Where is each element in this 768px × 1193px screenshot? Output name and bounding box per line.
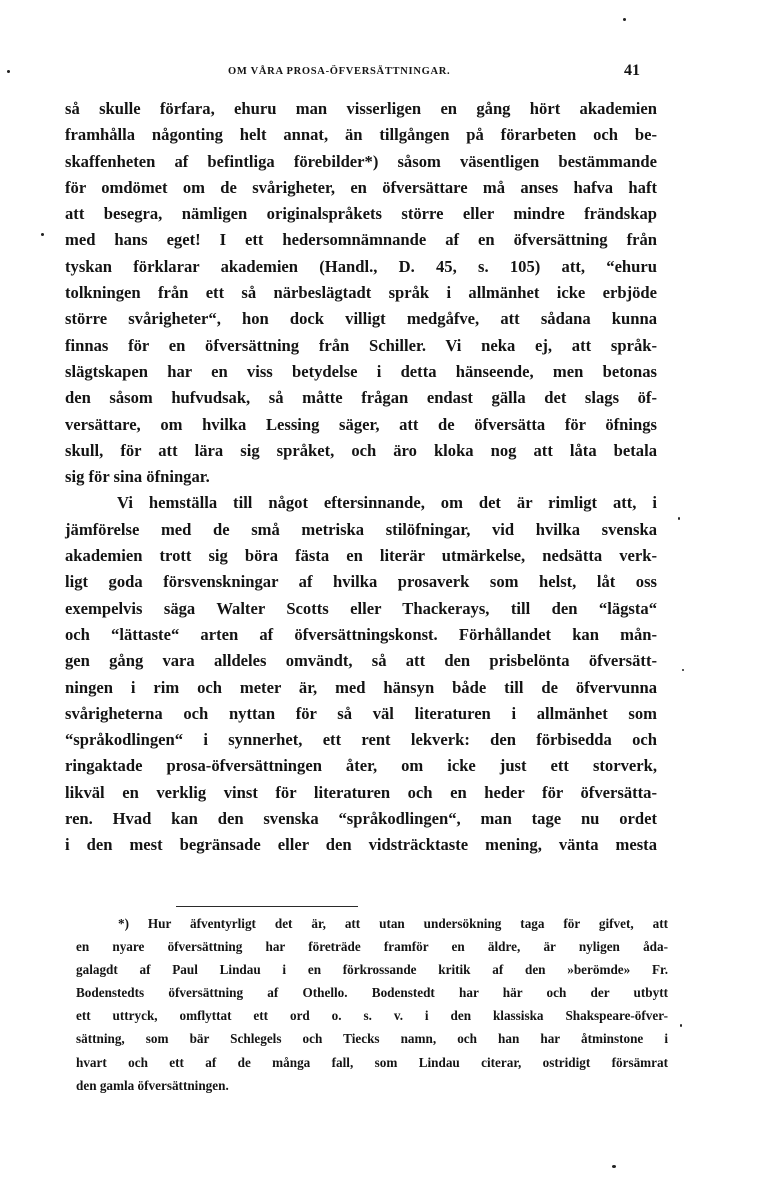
scan-speck: [682, 669, 684, 671]
page-header: [60, 62, 660, 84]
text-line: i den mest begränsade eller den vidsträcktaste mening, vänta mesta: [65, 835, 657, 855]
text-line: med hans eget! I ett hedersomnämnande af en öfversättning från: [65, 230, 657, 250]
text-line: sig för sina öfningar.: [65, 467, 210, 487]
text-line: Vi hemställa till något eftersinnande, om det är rimligt att, i: [117, 493, 657, 513]
footnote-line: Bodenstedts öfversättning af Othello. Bodenstedt har här och der utbytt: [76, 985, 668, 1001]
running-title: OM VÅRA PROSA-ÖFVERSÄTTNINGAR.: [228, 66, 451, 77]
text-line: skaffenheten af befintliga förebilder*) såsom väsentligen bestämmande: [65, 151, 657, 171]
footnote: [76, 912, 668, 1097]
text-line: exempelvis säga Walter Scotts eller Thackerays, till den “lägsta“: [65, 598, 657, 618]
footnote-line: den gamla öfversättningen.: [76, 1077, 229, 1093]
text-line: ren. Hvad kan den svenska “språkodlingen“, man tage nu ordet: [65, 809, 657, 829]
body-text: [65, 96, 657, 859]
scan-speck: [7, 70, 10, 73]
text-line: tolkningen från ett så närbeslägtadt språk i allmänhet icke erbjöde: [65, 283, 657, 303]
text-line: ligt goda försvenskningar af hvilka prosaverk som helst, låt oss: [65, 572, 657, 592]
text-line: tyskan förklarar akademien (Handl., D. 45, s. 105) att, “ehuru: [65, 256, 657, 276]
scan-speck: [623, 18, 626, 21]
text-line: att besegra, nämligen originalspråkets större eller mindre frändskap: [65, 204, 657, 224]
paragraph-2: [65, 490, 657, 858]
paragraph-1: [65, 96, 657, 490]
footnote-line: *) Hur äfventyrligt det är, att utan undersökning taga för gifvet, att: [118, 916, 668, 931]
text-line: slägtskapen har en viss betydelse i detta hänseende, men betonas: [65, 361, 657, 381]
footnote-line: hvart och ett af de många fall, som Lindau citerar, ostridigt försämrat: [76, 1054, 668, 1070]
text-line: den såsom hufvudsak, så måtte frågan endast gälla det slags öf-: [65, 388, 657, 408]
footnote-line: galagdt af Paul Lindau i en förkrossande kritik af den »berömde» Fr.: [76, 962, 668, 978]
text-line: finnas för en öfversättning från Schiller. Vi neka ej, att språk-: [65, 335, 657, 355]
text-line: och “lättaste“ arten af öfversättningskonst. Förhållandet kan mån-: [65, 624, 657, 644]
scan-speck: [41, 233, 44, 236]
scan-speck: [680, 1024, 682, 1027]
text-line: likväl en verklig vinst för literaturen och en heder för öfversätta-: [65, 782, 657, 802]
text-line: svårigheterna och nyttan för så väl literaturen i allmänhet som: [65, 703, 657, 723]
text-line: för omdömet om de svårigheter, en öfversättare må anses hafva haft: [65, 177, 657, 197]
text-line: “språkodlingen“ i synnerhet, ett rent lekverk: den förbisedda och: [65, 730, 657, 750]
page-number: 41: [624, 62, 640, 79]
text-line: versättare, om hvilka Lessing säger, att de öfversätta för öfnings: [65, 414, 657, 434]
scan-speck: [678, 517, 680, 520]
text-line: akademien trott sig böra fästa en literär utmärkelse, nedsätta verk-: [65, 546, 657, 566]
text-line: jämförelse med de små metriska stilöfningar, vid hvilka svenska: [65, 519, 657, 539]
text-line: större svårigheter“, hon dock villigt medgåfve, att sådana kunna: [65, 309, 657, 329]
footnote-line: ett uttryck, omflyttat ett ord o. s. v. i den klassiska Shakspeare-öfver-: [76, 1008, 668, 1024]
footnote-line: en nyare öfversättning har företräde framför en äldre, är nyligen åda-: [76, 939, 668, 955]
footnote-line: sättning, som bär Schlegels och Tiecks namn, och han har åtminstone i: [76, 1031, 668, 1047]
text-line: så skulle förfara, ehuru man visserligen en gång hört akademien: [65, 99, 657, 118]
text-line: gen gång vara alldeles omvändt, så att den prisbelönta öfversätt-: [65, 651, 657, 671]
text-line: ringaktade prosa-öfversättningen åter, om icke just ett storverk,: [65, 756, 657, 776]
text-line: framhålla någonting helt annat, än tillgången på förarbeten och be-: [65, 125, 657, 145]
scan-speck: [612, 1165, 616, 1168]
text-line: ningen i rim och meter är, med hänsyn både till de öfvervunna: [65, 677, 657, 697]
footnote-rule: [176, 906, 358, 907]
text-line: skull, för att lära sig språket, och äro kloka nog att låta betala: [65, 440, 657, 460]
